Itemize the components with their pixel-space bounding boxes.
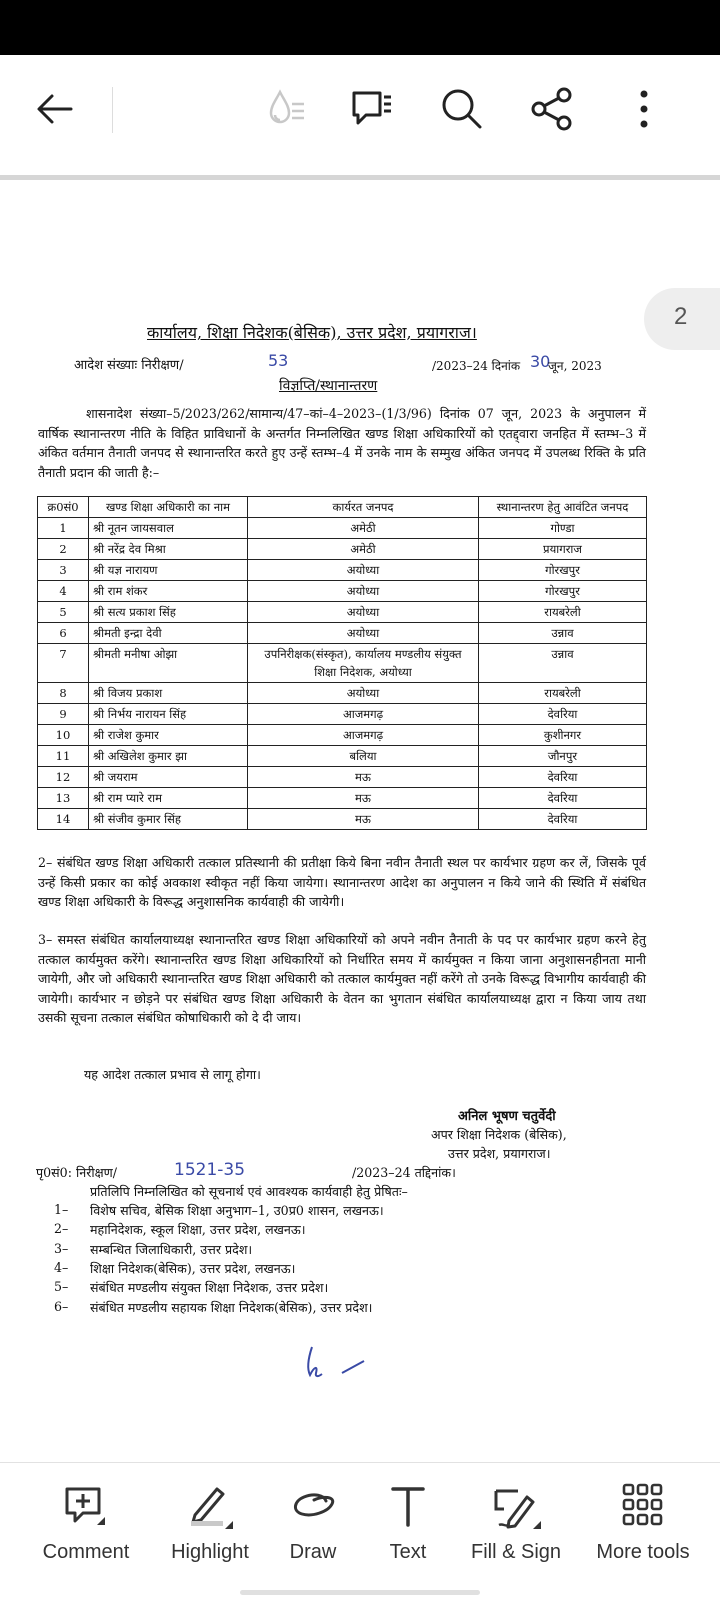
signatory-title: अपर शिक्षा निदेशक (बेसिक), xyxy=(431,1127,567,1142)
cell-officer-name: श्री संजीव कुमार सिंह xyxy=(89,809,248,830)
tool-highlight[interactable] xyxy=(155,1481,265,1564)
cell-current-district: अयोध्या xyxy=(248,560,479,581)
more-vertical-icon xyxy=(634,87,654,131)
liquid-mode-icon xyxy=(264,86,310,132)
table-row xyxy=(38,518,647,539)
cell-serial: 7 xyxy=(38,644,89,683)
copy-list-item: शिक्षा निदेशक(बेसिक), उत्तर प्रदेश, लखनऊ। xyxy=(90,1260,296,1276)
arrow-left-icon xyxy=(35,89,75,129)
grid-more-icon xyxy=(618,1481,668,1531)
cell-serial: 4 xyxy=(38,581,89,602)
tool-more-tools[interactable] xyxy=(580,1481,706,1564)
highlight-pen-icon xyxy=(185,1481,235,1531)
search-icon xyxy=(440,87,484,131)
order-number-handwritten: 53 xyxy=(268,351,289,370)
header-serial: क्र0सं0 xyxy=(38,497,89,518)
copy-list-number: 3– xyxy=(54,1240,69,1256)
comments-list-icon xyxy=(348,85,396,133)
table-row xyxy=(38,809,647,830)
cell-officer-name: श्रीमती मनीषा ओझा xyxy=(89,644,248,683)
tool-draw[interactable] xyxy=(278,1481,348,1564)
signatory-name: अनिल भूषण चतुर्वेदी xyxy=(458,1109,556,1124)
cell-allotted-district: प्रयागराज xyxy=(479,539,647,560)
copy-list-number: 1– xyxy=(54,1202,69,1217)
table-row xyxy=(38,767,647,788)
cell-officer-name: श्री राजेश कुमार xyxy=(89,725,248,746)
cell-serial: 12 xyxy=(38,767,89,788)
comment-add-icon xyxy=(61,1481,111,1531)
cell-officer-name: श्री नूतन जायसवाल xyxy=(89,518,248,539)
tool-draw-label: Draw xyxy=(289,1541,337,1563)
cell-officer-name: श्री राम शंकर xyxy=(89,581,248,602)
page-number-badge xyxy=(644,288,720,350)
cell-allotted-district: गोरखपुर xyxy=(479,581,647,602)
cell-serial: 9 xyxy=(38,704,89,725)
table-row xyxy=(38,560,647,581)
toolbar-divider xyxy=(112,87,113,133)
office-heading: कार्यालय, शिक्षा निदेशक(बेसिक), उत्तर प्रदेश, प्रयागराज। xyxy=(147,323,477,342)
table-row xyxy=(38,644,647,683)
top-toolbar xyxy=(0,55,720,165)
bottom-toolbar xyxy=(0,1462,720,1601)
endorsement-year: /2023–24 तद्दिनांक। xyxy=(352,1165,456,1180)
copy-list-number: 5– xyxy=(54,1279,69,1295)
cell-allotted-district: उन्नाव xyxy=(479,644,647,683)
comments-list-button[interactable] xyxy=(340,77,404,141)
order-date: जून, 2023 xyxy=(548,359,602,373)
cell-current-district: अमेठी xyxy=(248,518,479,539)
table-row xyxy=(38,746,647,767)
home-indicator xyxy=(240,1590,480,1595)
notice-title: विज्ञप्ति/स्थानान्तरण xyxy=(279,378,378,394)
tool-highlight-label: Highlight xyxy=(171,1541,249,1563)
cell-serial: 2 xyxy=(38,539,89,560)
pdf-page xyxy=(0,180,720,1460)
order-year: /2023–24 दिनांक xyxy=(432,359,521,373)
signatory-place: उत्तर प्रदेश, प्रयागराज। xyxy=(448,1146,551,1161)
effective-note: यह आदेश तत्काल प्रभाव से लागू होगा। xyxy=(84,1067,261,1082)
tool-text[interactable] xyxy=(373,1481,443,1564)
copy-list-number: 4– xyxy=(54,1259,69,1275)
cell-allotted-district: देवरिया xyxy=(479,809,647,830)
cell-allotted-district: गोण्डा xyxy=(479,518,647,539)
cell-officer-name: श्री नरेंद्र देव मिश्रा xyxy=(89,539,248,560)
cell-officer-name: श्री सत्य प्रकाश सिंह xyxy=(89,602,248,623)
copy-list-number: 2– xyxy=(54,1221,69,1237)
tool-more-tools-label: More tools xyxy=(596,1541,690,1563)
table-row xyxy=(38,602,647,623)
paragraph-3: 3– समस्त संबंधित कार्यालयाध्यक्ष स्थानान्तरित खण्ड शिक्षा अधिकारियों को अपने नवीन तैनाती के पद पर कार्यभार ग्रहण करने हेतु तत्काल कार्यमुक्त करेंगे। स्थानान्तरित खण्ड शिक्षा अधिकारियों को निर्धारित समय में कार्यमुक्त न किया जाना अनुशासनहीनता मानी जायेगी, और जो अधिकारी स्थानान्तरित खण्ड शिक्षा अधिकारी को तत्काल कार्यमुक्त नहीं करेंगे तो उनके विरूद्ध विभागीय कार्यवाही की जायेगी। कार्यभार न छोड़ने पर संबंधित खण्ड शिक्षा अधिकारी के वेतन का भुगतान संबंधित कार्यालयाध्यक्ष द्वारा न किया जाय तथा उसकी सूचना तत्काल संबंधित कोषाधिकारी को दे दी जाय। xyxy=(38,932,646,1025)
header-current-district: कार्यरत जनपद xyxy=(248,497,479,518)
cell-current-district: अयोध्या xyxy=(248,683,479,704)
table-row xyxy=(38,704,647,725)
search-button[interactable] xyxy=(430,77,494,141)
cell-serial: 11 xyxy=(38,746,89,767)
table-header-row xyxy=(38,497,647,518)
cell-serial: 13 xyxy=(38,788,89,809)
cell-serial: 3 xyxy=(38,560,89,581)
cell-current-district: उपनिरीक्षक(संस्कृत), कार्यालय मण्डलीय संयुक्त शिक्षा निदेशक, अयोध्या xyxy=(248,644,479,683)
tool-comment[interactable] xyxy=(38,1481,134,1564)
cell-current-district: मऊ xyxy=(248,767,479,788)
tool-text-label: Text xyxy=(389,1541,427,1563)
cell-allotted-district: कुशीनगर xyxy=(479,725,647,746)
cell-officer-name: श्री विजय प्रकाश xyxy=(89,683,248,704)
cell-serial: 14 xyxy=(38,809,89,830)
cell-serial: 1 xyxy=(38,518,89,539)
cell-current-district: मऊ xyxy=(248,809,479,830)
order-number-label: आदेश संख्याः निरीक्षण/ xyxy=(74,358,184,373)
copy-list-number: 6– xyxy=(54,1298,69,1314)
copy-list-item: संबंधित मण्डलीय संयुक्त शिक्षा निदेशक, उत्तर प्रदेश। xyxy=(90,1280,329,1296)
share-icon xyxy=(529,86,575,132)
cell-allotted-district: देवरिया xyxy=(479,788,647,809)
cell-current-district: आजमगढ़ xyxy=(248,725,479,746)
back-button[interactable] xyxy=(23,77,87,141)
cell-allotted-district: जौनपुर xyxy=(479,746,647,767)
cell-current-district: आजमगढ़ xyxy=(248,704,479,725)
cell-officer-name: श्री निर्भय नारायन सिंह xyxy=(89,704,248,725)
tool-fill-sign-label: Fill & Sign xyxy=(470,1541,562,1563)
fill-sign-icon xyxy=(491,1481,541,1531)
handwritten-initials xyxy=(304,1343,374,1383)
cell-current-district: बलिया xyxy=(248,746,479,767)
text-icon xyxy=(383,1481,433,1531)
cell-serial: 8 xyxy=(38,683,89,704)
endorsement-handwritten: 1521-35 xyxy=(174,1160,246,1180)
cell-allotted-district: गोरखपुर xyxy=(479,560,647,581)
paragraph-2: 2– संबंधित खण्ड शिक्षा अधिकारी तत्काल प्रतिस्थानी की प्रतीक्षा किये बिना नवीन तैनाती स्थल पर कार्यभार ग्रहण कर लें, जिसके पूर्व उन्हें किसी प्रकार का कोई अवकाश स्वीकृत नहीं किया जायेगा। स्थानान्तरण आदेश का अनुपालन न किये जाने की स्थिति में संबंधित खण्ड शिक्षा अधिकारी के विरूद्ध अनुशासनिक कार्यवाही की जायेगी। xyxy=(38,855,646,909)
liquid-mode-button[interactable] xyxy=(255,77,319,141)
copy-list-item: विशेष सचिव, बेसिक शिक्षा अनुभाग–1, उ0प्र0 शासन, लखनऊ। xyxy=(90,1203,384,1218)
share-button[interactable] xyxy=(520,77,584,141)
cell-serial: 10 xyxy=(38,725,89,746)
cell-officer-name: श्री यज्ञ नारायण xyxy=(89,560,248,581)
tool-comment-label: Comment xyxy=(42,1541,130,1563)
table-row xyxy=(38,683,647,704)
cell-allotted-district: देवरिया xyxy=(479,704,647,725)
copy-list-item: महानिदेशक, स्कूल शिक्षा, उत्तर प्रदेश, लखनऊ। xyxy=(90,1222,306,1238)
cell-current-district: अयोध्या xyxy=(248,602,479,623)
intro-paragraph: शासनादेश संख्या–5/2023/262/सामान्य/47–कां–4–2023–(1/3/96) दिनांक 07 जून, 2023 के अनुपालन में वार्षिक स्थानान्तरण नीति के विहित प्राविधानों के अन्तर्गत निम्नलिखित खण्ड शिक्षा अधिकारियों को एतद्द्वारा जनहित में स्तम्भ–3 में अंकित वर्तमान तैनाती जनपद से स्थानान्तरित करते हुए उन्हें स्तम्भ–4 में उनके नाम के सम्मुख अंकित जनपद में उपलब्ध रिक्ति के प्रति तैनाती प्रदान की जाती है:– xyxy=(38,406,646,480)
cell-officer-name: श्री अखिलेश कुमार झा xyxy=(89,746,248,767)
endorsement-label: पृ0सं0: निरीक्षण/ xyxy=(36,1165,117,1180)
more-options-button[interactable] xyxy=(612,77,676,141)
cell-current-district: अमेठी xyxy=(248,539,479,560)
table-row xyxy=(38,623,647,644)
cell-allotted-district: रायबरेली xyxy=(479,602,647,623)
table-row xyxy=(38,581,647,602)
transfer-table xyxy=(37,496,647,830)
copy-list-item: सम्बन्धित जिलाधिकारी, उत्तर प्रदेश। xyxy=(90,1241,253,1257)
cell-current-district: अयोध्या xyxy=(248,581,479,602)
cell-allotted-district: देवरिया xyxy=(479,767,647,788)
cell-officer-name: श्रीमती इन्द्रा देवी xyxy=(89,623,248,644)
header-allotted-district: स्थानान्तरण हेतु आवंटित जनपद xyxy=(479,497,647,518)
cell-serial: 6 xyxy=(38,623,89,644)
draw-icon xyxy=(288,1481,338,1531)
tool-fill-sign[interactable] xyxy=(458,1481,574,1564)
copy-list-item: संबंधित मण्डलीय सहायक शिक्षा निदेशक(बेसिक), उत्तर प्रदेश। xyxy=(90,1299,373,1315)
cell-serial: 5 xyxy=(38,602,89,623)
header-officer-name: खण्ड शिक्षा अधिकारी का नाम xyxy=(89,497,248,518)
cell-current-district: अयोध्या xyxy=(248,623,479,644)
cell-officer-name: श्री राम प्यारे राम xyxy=(89,788,248,809)
table-row xyxy=(38,539,647,560)
table-row xyxy=(38,788,647,809)
cell-allotted-district: उन्नाव xyxy=(479,623,647,644)
table-row xyxy=(38,725,647,746)
status-bar xyxy=(0,0,720,55)
cell-allotted-district: रायबरेली xyxy=(479,683,647,704)
order-date-handwritten: 30 xyxy=(530,352,551,371)
cell-officer-name: श्री जयराम xyxy=(89,767,248,788)
page-number: 2 xyxy=(674,303,688,330)
copy-intro: प्रतिलिपि निम्नलिखित को सूचनार्थ एवं आवश्यक कार्यवाही हेतु प्रेषितः– xyxy=(90,1184,408,1199)
cell-current-district: मऊ xyxy=(248,788,479,809)
